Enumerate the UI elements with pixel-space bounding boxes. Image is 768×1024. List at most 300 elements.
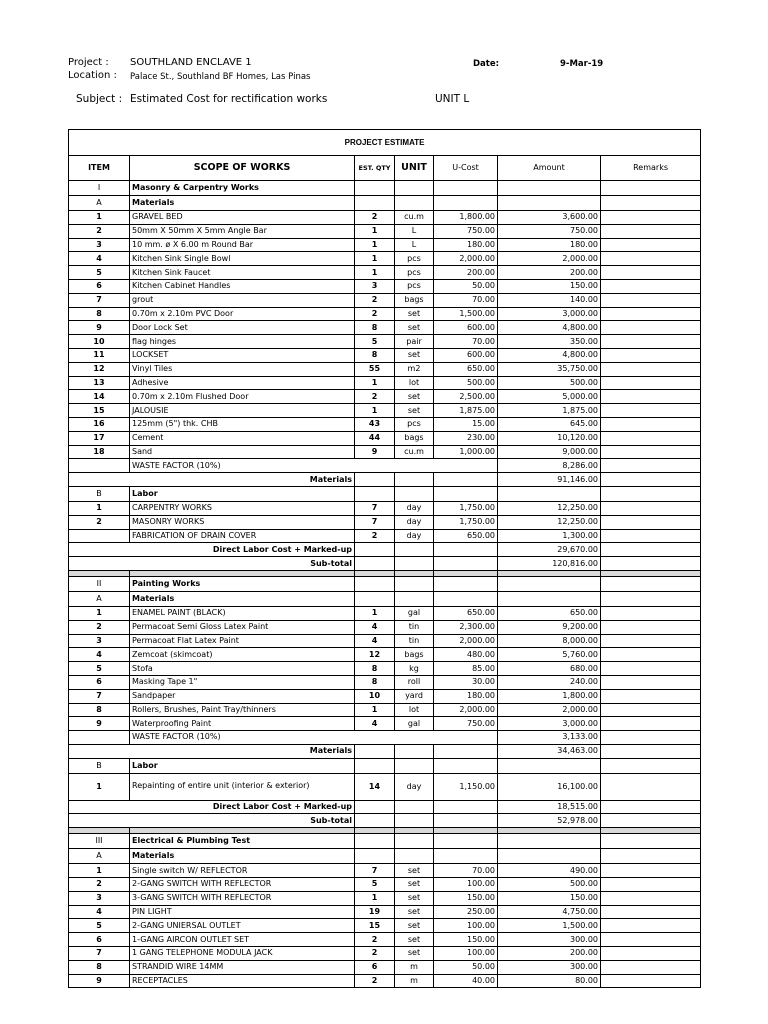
qty-value: 1 [355, 266, 395, 280]
remarks-cell [601, 606, 701, 620]
empty-cell [69, 459, 130, 473]
unit-value: pair [395, 335, 434, 349]
item-number: 6 [69, 675, 130, 689]
remarks-cell [601, 362, 701, 376]
amount-value: 9,200.00 [498, 620, 601, 634]
remarks-cell [601, 974, 701, 988]
amount-value: 500.00 [498, 878, 601, 892]
remarks-cell [601, 348, 701, 362]
empty-cell [69, 731, 130, 745]
item-row [69, 335, 701, 349]
section-title: Materials [130, 591, 355, 606]
ucost-value: 100.00 [434, 878, 498, 892]
ucost-value: 2,000.00 [434, 634, 498, 648]
qty-value: 19 [355, 905, 395, 919]
empty-cell [498, 486, 601, 501]
remarks-cell [601, 620, 701, 634]
item-row [69, 348, 701, 362]
remarks-cell [601, 266, 701, 280]
unit-value: set [395, 348, 434, 362]
remarks-cell [601, 648, 701, 662]
scope-text: Adhesive [130, 376, 355, 390]
scope-text: Permacoat Flat Latex Paint [130, 634, 355, 648]
section-title: Materials [130, 849, 355, 864]
ucost-value: 480.00 [434, 648, 498, 662]
ucost-value: 2,500.00 [434, 390, 498, 404]
empty-cell [395, 800, 434, 814]
unit-value: set [395, 919, 434, 933]
remarks-cell [601, 376, 701, 390]
empty-cell [355, 814, 395, 828]
item-row [69, 376, 701, 390]
materials-total-amount: 34,463.00 [498, 744, 601, 758]
qty-value: 44 [355, 431, 395, 445]
item-number: 1 [69, 864, 130, 878]
item-number: A [69, 849, 130, 864]
waste-label: WASTE FACTOR (10%) [130, 459, 498, 473]
unit-value: L [395, 238, 434, 252]
empty-cell [601, 758, 701, 773]
unit-value: tin [395, 620, 434, 634]
scope-text: Masking Tape 1" [130, 675, 355, 689]
empty-cell [601, 473, 701, 487]
qty-value: 8 [355, 321, 395, 335]
amount-value: 645.00 [498, 417, 601, 431]
materials-total [69, 744, 701, 758]
scope-text: Kitchen Cabinet Handles [130, 279, 355, 293]
ucost-value: 70.00 [434, 293, 498, 307]
item-row [69, 662, 701, 676]
item-number: 6 [69, 933, 130, 947]
materials-header [69, 196, 701, 211]
item-row [69, 529, 701, 543]
date-label: Date: [473, 59, 500, 69]
empty-cell [355, 849, 395, 864]
qty-value: 2 [355, 211, 395, 225]
scope-text: CARPENTRY WORKS [130, 501, 355, 515]
empty-cell [498, 196, 601, 211]
item-number: 15 [69, 404, 130, 418]
project-value: SOUTHLAND ENCLAVE 1 [130, 57, 252, 68]
empty-cell [355, 834, 395, 849]
ucost-value: 100.00 [434, 947, 498, 961]
empty-cell [355, 196, 395, 211]
item-number: 9 [69, 321, 130, 335]
remarks-cell [601, 238, 701, 252]
item-row [69, 501, 701, 515]
section-title: Electrical & Plumbing Test [130, 834, 355, 849]
unit-value: gal [395, 606, 434, 620]
empty-cell [355, 181, 395, 196]
estimate-table [68, 129, 701, 988]
empty-cell [601, 800, 701, 814]
remarks-cell [601, 878, 701, 892]
col-scope: SCOPE OF WORKS [130, 156, 355, 181]
unit-value: set [395, 321, 434, 335]
qty-value: 7 [355, 515, 395, 529]
item-row [69, 974, 701, 988]
empty-cell [395, 557, 434, 571]
scope-text: 50mm X 50mm X 5mm Angle Bar [130, 224, 355, 238]
empty-cell [434, 758, 498, 773]
direct-labor-amount: 18,515.00 [498, 800, 601, 814]
amount-value: 3,000.00 [498, 307, 601, 321]
remarks-cell [601, 919, 701, 933]
ucost-value: 70.00 [434, 335, 498, 349]
qty-value: 5 [355, 878, 395, 892]
unit-value: L [395, 224, 434, 238]
item-number: B [69, 758, 130, 773]
qty-value: 6 [355, 960, 395, 974]
remarks-cell [601, 933, 701, 947]
amount-value: 490.00 [498, 864, 601, 878]
ucost-value: 1,500.00 [434, 307, 498, 321]
amount-value: 750.00 [498, 224, 601, 238]
unit-value: day [395, 529, 434, 543]
empty-cell [395, 758, 434, 773]
unit-value: bags [395, 431, 434, 445]
ucost-value: 230.00 [434, 431, 498, 445]
ucost-value: 750.00 [434, 224, 498, 238]
unit-value: tin [395, 634, 434, 648]
materials-header [69, 591, 701, 606]
materials-total-label: Materials [69, 473, 355, 487]
empty-cell [434, 744, 498, 758]
scope-text: 1 GANG TELEPHONE MODULA JACK [130, 947, 355, 961]
qty-value: 55 [355, 362, 395, 376]
item-number: 5 [69, 662, 130, 676]
unit-value: set [395, 878, 434, 892]
item-number: 1 [69, 606, 130, 620]
qty-value: 1 [355, 238, 395, 252]
empty-cell [355, 591, 395, 606]
amount-value: 3,000.00 [498, 717, 601, 731]
remarks-cell [601, 293, 701, 307]
location-value: Palace St., Southland BF Homes, Las Pinas [130, 72, 311, 82]
ucost-value: 100.00 [434, 919, 498, 933]
materials-total-amount: 91,146.00 [498, 473, 601, 487]
item-number: 12 [69, 362, 130, 376]
remarks-cell [601, 675, 701, 689]
ucost-value: 2,000.00 [434, 703, 498, 717]
unit-value: gal [395, 717, 434, 731]
remarks-cell [601, 662, 701, 676]
item-number: 5 [69, 266, 130, 280]
unit-value: set [395, 864, 434, 878]
empty-cell [601, 196, 701, 211]
materials-total [69, 473, 701, 487]
section-header [69, 576, 701, 591]
empty-cell [355, 486, 395, 501]
item-number: 2 [69, 224, 130, 238]
unit-value: bags [395, 293, 434, 307]
remarks-cell [601, 501, 701, 515]
remarks-cell [601, 404, 701, 418]
scope-text: Sand [130, 445, 355, 459]
scope-text: Stofa [130, 662, 355, 676]
unit-value: pcs [395, 279, 434, 293]
remarks-cell [601, 390, 701, 404]
scope-text: grout [130, 293, 355, 307]
empty-cell [395, 576, 434, 591]
empty-cell [434, 576, 498, 591]
empty-cell [355, 557, 395, 571]
qty-value: 2 [355, 933, 395, 947]
item-number [69, 529, 130, 543]
unit-value: set [395, 933, 434, 947]
direct-labor-label: Direct Labor Cost + Marked-up [69, 800, 355, 814]
unit-value: set [395, 307, 434, 321]
subject-value: Estimated Cost for rectification works [130, 93, 328, 105]
ucost-value: 2,300.00 [434, 620, 498, 634]
subtotal-amount: 120,816.00 [498, 557, 601, 571]
empty-cell [601, 543, 701, 557]
ucost-value: 70.00 [434, 864, 498, 878]
scope-text: Kitchen Sink Faucet [130, 266, 355, 280]
item-row [69, 919, 701, 933]
scope-text: RECEPTACLES [130, 974, 355, 988]
unit-value: day [395, 773, 434, 800]
empty-cell [498, 591, 601, 606]
empty-cell [434, 834, 498, 849]
scope-text: PIN LIGHT [130, 905, 355, 919]
ucost-value: 50.00 [434, 279, 498, 293]
item-number: III [69, 834, 130, 849]
amount-value: 1,875.00 [498, 404, 601, 418]
amount-value: 680.00 [498, 662, 601, 676]
amount-value: 500.00 [498, 376, 601, 390]
unit-value: pcs [395, 252, 434, 266]
qty-value: 2 [355, 529, 395, 543]
qty-value: 7 [355, 864, 395, 878]
table-title: PROJECT ESTIMATE [69, 130, 701, 156]
item-row [69, 404, 701, 418]
qty-value: 2 [355, 947, 395, 961]
scope-text: Sandpaper [130, 689, 355, 703]
ucost-value: 500.00 [434, 376, 498, 390]
amount-value: 300.00 [498, 933, 601, 947]
amount-value: 150.00 [498, 891, 601, 905]
empty-cell [395, 181, 434, 196]
ucost-value: 200.00 [434, 266, 498, 280]
scope-text: Zemcoat (skimcoat) [130, 648, 355, 662]
empty-cell [434, 473, 498, 487]
item-row [69, 947, 701, 961]
unit-value: m2 [395, 362, 434, 376]
amount-value: 200.00 [498, 266, 601, 280]
qty-value: 8 [355, 348, 395, 362]
empty-cell [395, 486, 434, 501]
empty-cell [601, 591, 701, 606]
scope-text: STRANDID WIRE 14MM [130, 960, 355, 974]
qty-value: 1 [355, 703, 395, 717]
empty-cell [355, 744, 395, 758]
remarks-cell [601, 321, 701, 335]
empty-cell [395, 849, 434, 864]
item-number: 1 [69, 773, 130, 800]
ucost-value: 50.00 [434, 960, 498, 974]
empty-cell [601, 486, 701, 501]
item-row [69, 675, 701, 689]
ucost-value: 250.00 [434, 905, 498, 919]
empty-cell [434, 849, 498, 864]
empty-cell [601, 814, 701, 828]
unit-value: pcs [395, 417, 434, 431]
empty-cell [395, 834, 434, 849]
remarks-cell [601, 703, 701, 717]
ucost-value: 1,800.00 [434, 211, 498, 225]
ucost-value: 600.00 [434, 321, 498, 335]
remarks-cell [601, 431, 701, 445]
ucost-value: 750.00 [434, 717, 498, 731]
item-row [69, 238, 701, 252]
item-number: A [69, 591, 130, 606]
remarks-cell [601, 960, 701, 974]
unit-value: bags [395, 648, 434, 662]
amount-value: 1,300.00 [498, 529, 601, 543]
amount-value: 1,800.00 [498, 689, 601, 703]
section-header [69, 181, 701, 196]
col-remarks: Remarks [601, 156, 701, 181]
qty-value: 15 [355, 919, 395, 933]
scope-text: GRAVEL BED [130, 211, 355, 225]
subtotal-label: Sub-total [69, 814, 355, 828]
scope-text: 10 mm. ø X 6.00 m Round Bar [130, 238, 355, 252]
ucost-value: 1,875.00 [434, 404, 498, 418]
qty-value: 2 [355, 974, 395, 988]
amount-value: 5,000.00 [498, 390, 601, 404]
item-row [69, 279, 701, 293]
scope-text: Vinyl Tiles [130, 362, 355, 376]
unit-value: pcs [395, 266, 434, 280]
empty-cell [434, 591, 498, 606]
amount-value: 200.00 [498, 947, 601, 961]
qty-value: 10 [355, 689, 395, 703]
item-number: I [69, 181, 130, 196]
section-title: Labor [130, 758, 355, 773]
qty-value: 9 [355, 445, 395, 459]
ucost-value: 1,150.00 [434, 773, 498, 800]
remarks-cell [601, 905, 701, 919]
ucost-value: 85.00 [434, 662, 498, 676]
empty-cell [355, 473, 395, 487]
subtotal [69, 557, 701, 571]
ucost-value: 1,750.00 [434, 515, 498, 529]
amount-value: 650.00 [498, 606, 601, 620]
direct-labor-amount: 29,670.00 [498, 543, 601, 557]
ucost-value: 1,000.00 [434, 445, 498, 459]
item-number: 3 [69, 238, 130, 252]
item-row [69, 689, 701, 703]
labor-header [69, 758, 701, 773]
unit-value: lot [395, 703, 434, 717]
waste-amount: 8,286.00 [498, 459, 601, 473]
item-row [69, 960, 701, 974]
remarks-cell [601, 689, 701, 703]
amount-value: 10,120.00 [498, 431, 601, 445]
empty-cell [355, 576, 395, 591]
item-number: B [69, 486, 130, 501]
remarks-cell [601, 224, 701, 238]
item-number: 16 [69, 417, 130, 431]
qty-value: 1 [355, 224, 395, 238]
qty-value: 7 [355, 501, 395, 515]
item-row [69, 933, 701, 947]
empty-cell [434, 800, 498, 814]
empty-cell [434, 486, 498, 501]
scope-text: Repainting of entire unit (interior & exterior) [130, 773, 355, 800]
col-unit: UNIT [395, 156, 434, 181]
empty-cell [434, 196, 498, 211]
item-number: 2 [69, 515, 130, 529]
item-row [69, 445, 701, 459]
item-number: 4 [69, 648, 130, 662]
empty-cell [355, 800, 395, 814]
amount-value: 12,250.00 [498, 515, 601, 529]
amount-value: 16,100.00 [498, 773, 601, 800]
scope-text: MASONRY WORKS [130, 515, 355, 529]
qty-value: 8 [355, 675, 395, 689]
date-value: 9-Mar-19 [560, 59, 604, 69]
amount-value: 140.00 [498, 293, 601, 307]
scope-text: 3-GANG SWITCH WITH REFLECTOR [130, 891, 355, 905]
ucost-value: 650.00 [434, 606, 498, 620]
section-header [69, 834, 701, 849]
amount-value: 8,000.00 [498, 634, 601, 648]
amount-value: 12,250.00 [498, 501, 601, 515]
item-number: 14 [69, 390, 130, 404]
empty-cell [601, 576, 701, 591]
remarks-cell [601, 891, 701, 905]
qty-value: 12 [355, 648, 395, 662]
scope-text: Door Lock Set [130, 321, 355, 335]
unit-value: set [395, 891, 434, 905]
item-number: 5 [69, 919, 130, 933]
qty-value: 43 [355, 417, 395, 431]
col-item: ITEM [69, 156, 130, 181]
remarks-cell [601, 634, 701, 648]
qty-value: 1 [355, 376, 395, 390]
empty-cell [601, 849, 701, 864]
scope-text: ENAMEL PAINT (BLACK) [130, 606, 355, 620]
qty-value: 2 [355, 390, 395, 404]
amount-value: 4,750.00 [498, 905, 601, 919]
qty-value: 4 [355, 634, 395, 648]
item-number: 7 [69, 947, 130, 961]
empty-cell [601, 557, 701, 571]
scope-text: Single switch W/ REFLECTOR [130, 864, 355, 878]
item-number: 3 [69, 634, 130, 648]
unit-value: set [395, 947, 434, 961]
item-number: 8 [69, 960, 130, 974]
amount-value: 1,500.00 [498, 919, 601, 933]
direct-labor [69, 800, 701, 814]
subtotal-label: Sub-total [69, 557, 355, 571]
item-number: 2 [69, 620, 130, 634]
qty-value: 1 [355, 252, 395, 266]
amount-value: 4,800.00 [498, 321, 601, 335]
qty-value: 1 [355, 606, 395, 620]
item-row [69, 224, 701, 238]
amount-value: 300.00 [498, 960, 601, 974]
unit-value: day [395, 501, 434, 515]
empty-cell [498, 181, 601, 196]
qty-value: 1 [355, 404, 395, 418]
unit-value: set [395, 404, 434, 418]
empty-cell [395, 196, 434, 211]
unit-value: kg [395, 662, 434, 676]
item-number: 1 [69, 211, 130, 225]
